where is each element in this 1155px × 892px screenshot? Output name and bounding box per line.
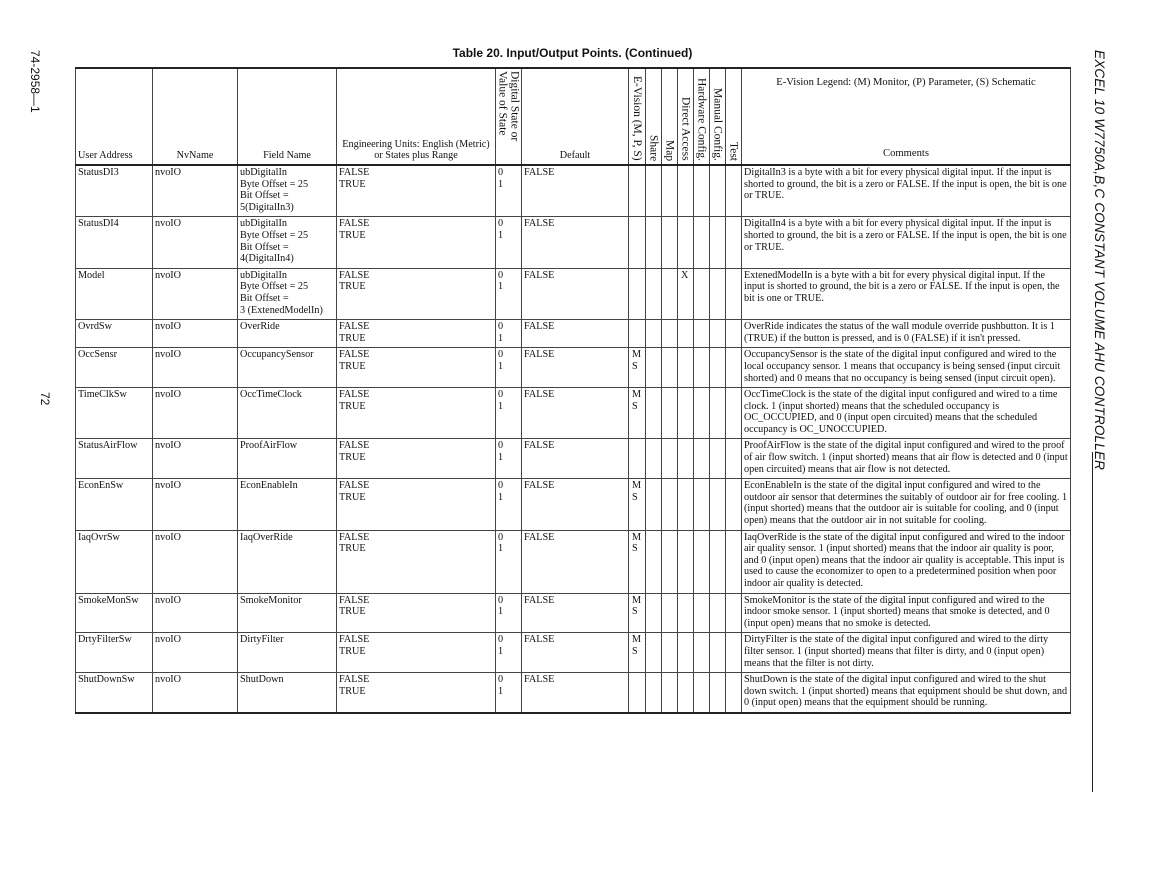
cell-digital-state: 0 1	[496, 479, 522, 530]
cell-manual-config	[710, 217, 726, 268]
cell-field-name: EconEnableIn	[238, 479, 337, 530]
cell-comments: DigitalIn3 is a byte with a bit for every physical digital input. If the input is shorted to ground, the bit is a zero or FALSE. If the input is open, the bit is one or TRUE.	[742, 165, 1071, 217]
cell-map	[662, 165, 678, 217]
cell-user-address: StatusDI3	[76, 165, 153, 217]
cell-map	[662, 320, 678, 348]
cell-evision	[629, 320, 646, 348]
cell-user-address: StatusDI4	[76, 217, 153, 268]
cell-test	[726, 320, 742, 348]
cell-nvname: nvoIO	[153, 217, 238, 268]
col-header-nvname: NvName	[153, 68, 238, 165]
cell-comments: ProofAirFlow is the state of the digital input configured and wired to the proof of air flow switch. 1 (input shorted) means that air flow is detected and 0 (input open circuited) means that air flow is not detected.	[742, 439, 1071, 479]
cell-digital-state: 0 1	[496, 593, 522, 633]
cell-test	[726, 348, 742, 388]
cell-manual-config	[710, 439, 726, 479]
cell-manual-config	[710, 165, 726, 217]
cell-hardware-config	[694, 439, 710, 479]
cell-test	[726, 388, 742, 439]
cell-share	[646, 479, 662, 530]
cell-engineering-units: FALSE TRUE	[337, 320, 496, 348]
cell-user-address: StatusAirFlow	[76, 439, 153, 479]
cell-test	[726, 217, 742, 268]
cell-test	[726, 439, 742, 479]
cell-field-name: OverRide	[238, 320, 337, 348]
cell-digital-state: 0 1	[496, 673, 522, 713]
cell-evision: M S	[629, 479, 646, 530]
cell-share	[646, 388, 662, 439]
cell-nvname: nvoIO	[153, 439, 238, 479]
col-header-map: Map	[662, 68, 678, 165]
comments-label: Comments	[883, 148, 929, 160]
cell-nvname: nvoIO	[153, 388, 238, 439]
cell-evision	[629, 439, 646, 479]
evision-legend: E-Vision Legend: (M) Monitor, (P) Parameter, (S) Schematic	[776, 77, 1036, 88]
cell-field-name: SmokeMonitor	[238, 593, 337, 633]
cell-digital-state: 0 1	[496, 217, 522, 268]
cell-share	[646, 165, 662, 217]
cell-engineering-units: FALSE TRUE	[337, 633, 496, 673]
cell-field-name: ubDigitalIn Byte Offset = 25 Bit Offset = 5(DigitalIn3)	[238, 165, 337, 217]
cell-field-name: ProofAirFlow	[238, 439, 337, 479]
cell-field-name: ubDigitalIn Byte Offset = 25 Bit Offset = 3 (ExtenedModelIn)	[238, 268, 337, 319]
col-header-evision: E-Vision (M, P, S)	[629, 68, 646, 165]
cell-share	[646, 439, 662, 479]
table-title: Table 20. Input/Output Points. (Continued)	[452, 46, 693, 60]
cell-test	[726, 593, 742, 633]
cell-direct-access	[678, 320, 694, 348]
cell-test	[726, 633, 742, 673]
cell-hardware-config	[694, 530, 710, 593]
cell-nvname: nvoIO	[153, 530, 238, 593]
cell-evision: M S	[629, 388, 646, 439]
table-row	[76, 320, 1071, 348]
cell-comments: EconEnableIn is the state of the digital input configured and wired to the outdoor air sensor that determines the suitably of outdoor air for free cooling. 1 (input shorted) means that the outdoor air is suitable for cooling, and 0 (input open) means that the outdoor air in not suitable for cooling.	[742, 479, 1071, 530]
cell-default: FALSE	[522, 165, 629, 217]
cell-hardware-config	[694, 633, 710, 673]
cell-digital-state: 0 1	[496, 388, 522, 439]
cell-direct-access	[678, 673, 694, 713]
cell-default: FALSE	[522, 439, 629, 479]
cell-manual-config	[710, 388, 726, 439]
table-row	[76, 268, 1071, 319]
cell-map	[662, 530, 678, 593]
cell-engineering-units: FALSE TRUE	[337, 268, 496, 319]
cell-direct-access	[678, 530, 694, 593]
cell-comments: ExtenedModelIn is a byte with a bit for every physical digital input. If the input is shorted to ground, the bit is a zero or FALSE. If the input is open, the bit is one or TRUE.	[742, 268, 1071, 319]
cell-direct-access	[678, 633, 694, 673]
cell-share	[646, 348, 662, 388]
cell-evision	[629, 673, 646, 713]
cell-direct-access	[678, 593, 694, 633]
cell-test	[726, 673, 742, 713]
cell-comments: OccupancySensor is the state of the digital input configured and wired to the local occupancy sensor. 1 means that occupancy is being sensed (input circuit shorted) and 0 means that no occupancy is being sensed (input circuit open).	[742, 348, 1071, 388]
cell-user-address: OccSensr	[76, 348, 153, 388]
table-header-row	[76, 68, 1071, 165]
cell-default: FALSE	[522, 348, 629, 388]
cell-default: FALSE	[522, 268, 629, 319]
cell-user-address: OvrdSw	[76, 320, 153, 348]
cell-map	[662, 439, 678, 479]
cell-nvname: nvoIO	[153, 320, 238, 348]
cell-manual-config	[710, 633, 726, 673]
table-row	[76, 217, 1071, 268]
cell-comments: OverRide indicates the status of the wall module override pushbutton. It is 1 (TRUE) if the button is pressed, and is 0 (FALSE) if it isn't pressed.	[742, 320, 1071, 348]
cell-user-address: DrtyFilterSw	[76, 633, 153, 673]
cell-nvname: nvoIO	[153, 165, 238, 217]
cell-hardware-config	[694, 217, 710, 268]
table-row	[76, 348, 1071, 388]
col-header-manual-config: Manual Config.	[710, 68, 726, 165]
cell-engineering-units: FALSE TRUE	[337, 348, 496, 388]
cell-user-address: ShutDownSw	[76, 673, 153, 713]
cell-share	[646, 633, 662, 673]
cell-share	[646, 673, 662, 713]
cell-comments: DirtyFilter is the state of the digital input configured and wired to the dirty filter sensor. 1 (input shorted) means that filter is dirty, and 0 (input open) means that the filter is not dirty.	[742, 633, 1071, 673]
cell-comments: DigitalIn4 is a byte with a bit for every physical digital input. If the input is shorted to ground, the bit is a zero or FALSE. If the input is open, the bit is one or TRUE.	[742, 217, 1071, 268]
cell-hardware-config	[694, 268, 710, 319]
col-header-digital-state: Digital State or Value of State	[496, 68, 522, 165]
cell-map	[662, 633, 678, 673]
cell-field-name: DirtyFilter	[238, 633, 337, 673]
col-header-engineering-units: Engineering Units: English (Metric) or States plus Range	[337, 68, 496, 165]
table-row	[76, 673, 1071, 713]
table-row	[76, 439, 1071, 479]
cell-digital-state: 0 1	[496, 165, 522, 217]
cell-comments: OccTimeClock is the state of the digital input configured and wired to a time clock. 1 (input shorted) means that the scheduled occupancy is OC_OCCUPIED, and 0 (input open circuited) means that the scheduled occupancy is OC_UNOCCUPIED.	[742, 388, 1071, 439]
cell-direct-access	[678, 388, 694, 439]
cell-share	[646, 217, 662, 268]
cell-field-name: OccTimeClock	[238, 388, 337, 439]
table-row	[76, 633, 1071, 673]
cell-manual-config	[710, 268, 726, 319]
cell-direct-access	[678, 217, 694, 268]
cell-default: FALSE	[522, 673, 629, 713]
cell-user-address: TimeClkSw	[76, 388, 153, 439]
cell-user-address: IaqOvrSw	[76, 530, 153, 593]
cell-hardware-config	[694, 673, 710, 713]
cell-nvname: nvoIO	[153, 633, 238, 673]
cell-evision	[629, 217, 646, 268]
col-header-field-name: Field Name	[238, 68, 337, 165]
cell-map	[662, 268, 678, 319]
cell-hardware-config	[694, 320, 710, 348]
cell-engineering-units: FALSE TRUE	[337, 530, 496, 593]
cell-map	[662, 593, 678, 633]
cell-default: FALSE	[522, 530, 629, 593]
cell-engineering-units: FALSE TRUE	[337, 673, 496, 713]
cell-map	[662, 217, 678, 268]
cell-map	[662, 673, 678, 713]
cell-hardware-config	[694, 593, 710, 633]
cell-manual-config	[710, 530, 726, 593]
cell-direct-access	[678, 479, 694, 530]
cell-comments: ShutDown is the state of the digital input configured and wired to the shut down switch. 1 (input shorted) means that equipment should be shut down, and 0 (input open) means that the equipment should be running.	[742, 673, 1071, 713]
cell-manual-config	[710, 348, 726, 388]
cell-default: FALSE	[522, 320, 629, 348]
cell-engineering-units: FALSE TRUE	[337, 165, 496, 217]
cell-test	[726, 165, 742, 217]
cell-hardware-config	[694, 388, 710, 439]
cell-direct-access	[678, 439, 694, 479]
cell-share	[646, 268, 662, 319]
cell-user-address: Model	[76, 268, 153, 319]
page-number: 72	[38, 392, 52, 406]
cell-nvname: nvoIO	[153, 348, 238, 388]
cell-manual-config	[710, 593, 726, 633]
io-points-table	[75, 67, 1071, 714]
cell-evision: M S	[629, 633, 646, 673]
cell-engineering-units: FALSE TRUE	[337, 388, 496, 439]
cell-field-name: OccupancySensor	[238, 348, 337, 388]
col-header-test: Test	[726, 68, 742, 165]
col-header-default: Default	[522, 68, 629, 165]
cell-default: FALSE	[522, 633, 629, 673]
cell-default: FALSE	[522, 217, 629, 268]
cell-field-name: ShutDown	[238, 673, 337, 713]
cell-hardware-config	[694, 165, 710, 217]
cell-nvname: nvoIO	[153, 268, 238, 319]
cell-default: FALSE	[522, 479, 629, 530]
cell-digital-state: 0 1	[496, 348, 522, 388]
cell-field-name: IaqOverRide	[238, 530, 337, 593]
table-row	[76, 593, 1071, 633]
cell-digital-state: 0 1	[496, 439, 522, 479]
cell-comments: IaqOverRide is the state of the digital input configured and wired to the indoor air quality sensor. 1 (input shorted) means that the indoor air quality is poor, and 0 (input open) means that the indoor air quality is acceptable. This input is used to cause the economizer to open to a predetermined position when poor indoor air quality is detected.	[742, 530, 1071, 593]
table-row	[76, 388, 1071, 439]
table-row	[76, 479, 1071, 530]
cell-test	[726, 268, 742, 319]
cell-map	[662, 479, 678, 530]
col-header-user-address: User Address	[76, 68, 153, 165]
running-title: EXCEL 10 W7750A,B,C CONSTANT VOLUME AHU CONTROLLER	[1092, 50, 1107, 471]
cell-engineering-units: FALSE TRUE	[337, 439, 496, 479]
cell-field-name: ubDigitalIn Byte Offset = 25 Bit Offset = 4(DigitalIn4)	[238, 217, 337, 268]
cell-manual-config	[710, 479, 726, 530]
cell-manual-config	[710, 673, 726, 713]
cell-nvname: nvoIO	[153, 673, 238, 713]
cell-direct-access	[678, 348, 694, 388]
document-number: 74-2958—1	[28, 50, 42, 113]
cell-engineering-units: FALSE TRUE	[337, 217, 496, 268]
cell-engineering-units: FALSE TRUE	[337, 593, 496, 633]
cell-evision	[629, 165, 646, 217]
cell-hardware-config	[694, 348, 710, 388]
col-header-direct-access: Direct Access	[678, 68, 694, 165]
cell-share	[646, 530, 662, 593]
side-rule-divider	[1092, 452, 1093, 792]
cell-direct-access: X	[678, 268, 694, 319]
cell-comments: SmokeMonitor is the state of the digital input configured and wired to the indoor smoke sensor. 1 (input shorted) means that smoke is detected, and 0 (input open) means that no smoke is detected.	[742, 593, 1071, 633]
cell-test	[726, 530, 742, 593]
cell-direct-access	[678, 165, 694, 217]
cell-default: FALSE	[522, 388, 629, 439]
cell-manual-config	[710, 320, 726, 348]
cell-engineering-units: FALSE TRUE	[337, 479, 496, 530]
col-header-share: Share	[646, 68, 662, 165]
cell-digital-state: 0 1	[496, 320, 522, 348]
cell-digital-state: 0 1	[496, 268, 522, 319]
cell-evision: M S	[629, 530, 646, 593]
cell-digital-state: 0 1	[496, 530, 522, 593]
cell-evision	[629, 268, 646, 319]
cell-default: FALSE	[522, 593, 629, 633]
cell-nvname: nvoIO	[153, 593, 238, 633]
cell-share	[646, 320, 662, 348]
cell-map	[662, 348, 678, 388]
col-header-hardware-config: Hardware Config.	[694, 68, 710, 165]
cell-digital-state: 0 1	[496, 633, 522, 673]
cell-nvname: nvoIO	[153, 479, 238, 530]
cell-evision: M S	[629, 348, 646, 388]
col-header-comments	[742, 68, 1071, 165]
cell-test	[726, 479, 742, 530]
cell-user-address: SmokeMonSw	[76, 593, 153, 633]
cell-hardware-config	[694, 479, 710, 530]
table-row	[76, 165, 1071, 217]
table-row	[76, 530, 1071, 593]
cell-share	[646, 593, 662, 633]
cell-map	[662, 388, 678, 439]
cell-evision: M S	[629, 593, 646, 633]
cell-user-address: EconEnSw	[76, 479, 153, 530]
